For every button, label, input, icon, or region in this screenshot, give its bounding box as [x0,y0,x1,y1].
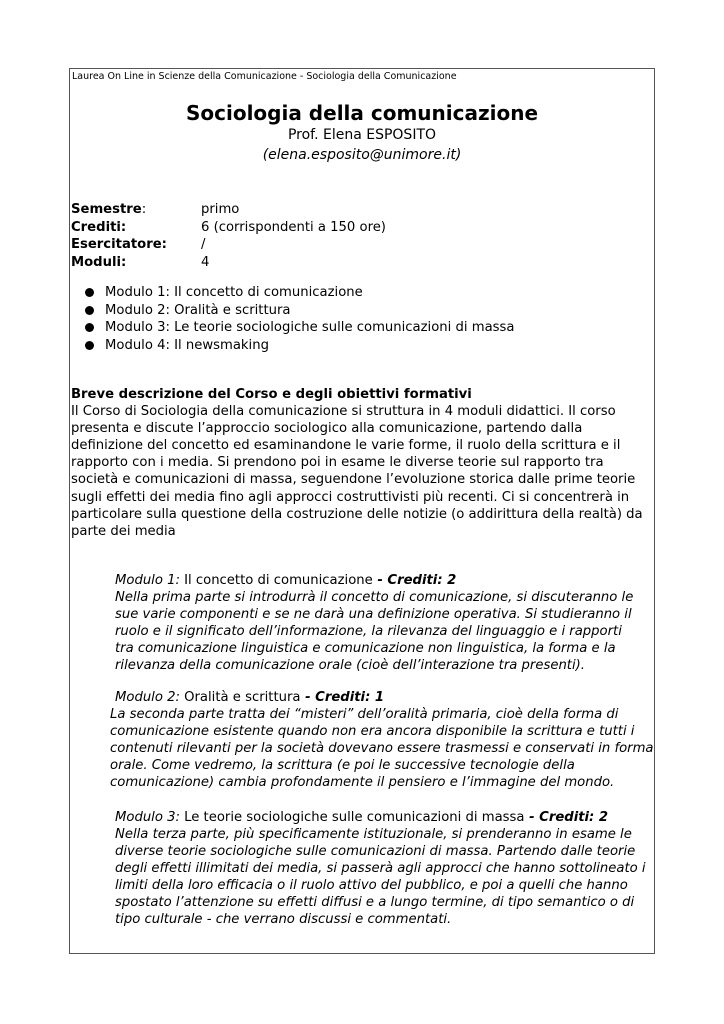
list-item-text: Modulo 4: Il newsmaking [105,337,269,353]
course-description [71,386,654,540]
info-value: primo [201,202,240,217]
bullet-icon [85,341,94,350]
module-name: Il concetto di comunicazione [179,573,373,588]
professor-email: (elena.esposito@unimore.it) [262,147,462,163]
bullet-icon [85,306,94,315]
list-item [85,337,514,355]
info-value: / [201,237,206,252]
module-marker: Modulo 2: [115,690,180,705]
bullet-icon [85,288,94,297]
info-value: 4 [201,254,210,270]
course-header: Laurea On Line in Scienze della Comunicazione - Sociologia della Comunicazione [72,71,457,82]
module-list [85,284,514,354]
module-credits: - Crediti: 1 [300,690,385,705]
info-label: Esercitatore: [71,237,167,252]
description-title: Breve descrizione del Corso e degli obiettivi formativi [71,387,472,402]
info-row [71,236,386,254]
module-1-section [115,572,643,674]
info-value: 6 (corrispondenti a 150 ore) [201,219,386,235]
info-row [71,254,386,272]
module-credits: - Crediti: 2 [372,573,457,588]
course-info [71,201,386,271]
module-name: Le teorie sociologiche sulle comunicazioni di massa [179,810,525,825]
module-heading [110,689,655,706]
module-marker: Modulo 3: [115,810,180,825]
description-text: Il Corso di Sociologia della comunicazione si struttura in 4 moduli didattici. Il corso presenta e discute l’approccio sociologico alla comunicazione, partendo dalla definizione del concetto ed esaminandone le varie forme, il ruolo della scrittura e il rapporto con i media. Si prendono poi in esame le diverse teorie sul rapporto tra società e comunicazioni di massa, seguendone l’evoluzione storica dalle prime teorie sugli effetti dei media fino agli approcci costruttivisti più recenti. Ci si concentrerà in particolare sulla questione della costruzione delle notizie (o addirittura della realtà) da parte dei media [71,404,643,539]
module-marker: Modulo 1: [115,573,180,588]
document-frame [69,68,655,954]
info-label: Moduli: [71,254,127,270]
module-3-section [115,809,651,928]
module-text: Nella terza parte, più specificamente istituzionale, si prenderanno in esame le diverse teorie sociologiche sulle comunicazioni di massa. Partendo dalle teorie degli effetti illimitati dei media, si passerà agli approcci che hanno sottolineato i limiti della loro efficacia o il ruolo attivo del pubblico, e poi a quelli che hanno spostato l’attenzione su effetti diffusi e a lungo termine, di tipo semantico o di tipo culturale - che verrano discussi e commentati. [115,827,646,927]
module-name: Oralità e scrittura [179,690,301,705]
info-row [71,219,386,237]
module-text: Nella prima parte si introdurrà il concetto di comunicazione, si discuteranno le sue varie componenti e se ne darà una definizione operativa. Si studieranno il ruolo e il significato dell’informazione, la rilevanza del linguaggio e i rapporti tra comunicazione linguistica e comunicazione non linguistica, la forma e la rilevanza della comunicazione orale (cioè dell’interazione tra presenti). [115,590,634,673]
list-item-text: Modulo 3: Le teorie sociologiche sulle comunicazioni di massa [105,320,515,335]
list-item [85,319,514,337]
info-label: Crediti: [71,219,127,235]
module-2-section [110,689,655,791]
document-title: Sociologia della comunicazione [185,101,539,125]
module-credits: - Crediti: 2 [524,810,609,825]
info-row [71,201,386,219]
info-label-colon: : [141,202,147,217]
list-item-text: Modulo 2: Oralità e scrittura [105,302,291,318]
list-item-text: Modulo 1: Il concetto di comunicazione [105,285,363,300]
bullet-icon [85,323,94,332]
info-label: Semestre [71,202,142,217]
list-item [85,284,514,302]
module-heading [115,572,643,589]
professor-name: Prof. Elena ESPOSITO [287,127,437,143]
module-heading [115,809,651,826]
module-text: La seconda parte tratta dei “misteri” dell’oralità primaria, cioè della forma di comunicazione esistente quando non era ancora disponibile la scrittura e tutti i contenuti rilevanti per la società dovevano essere trasmessi e conservati in forma orale. Come vedremo, la scrittura (e poi le successive tecnologie della comunicazione) cambia profondamente il pensiero e l’immagine del mondo. [110,707,654,790]
list-item [85,302,514,320]
